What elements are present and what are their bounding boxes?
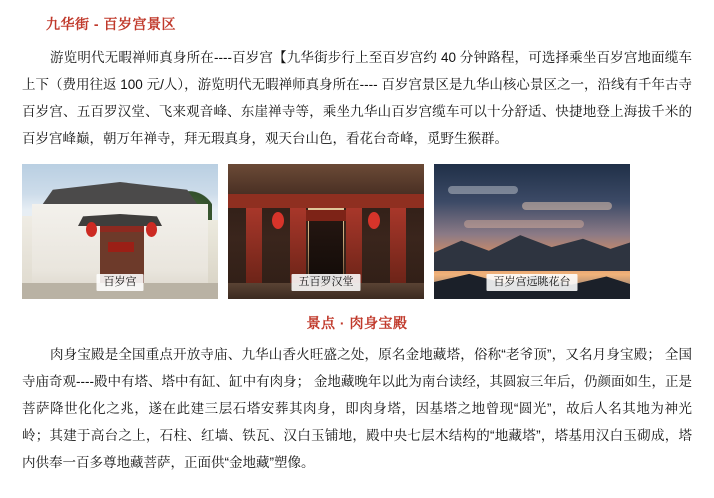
cloud [464,220,584,228]
page-title: 九华街 - 百岁宫景区 [46,16,176,32]
pillar [346,208,362,283]
paragraph-roushen-hall: 肉身宝殿是全国重点开放寺庙、九华山香火旺盛之处，原名金地藏塔，俗称“老爷顶”，又名月身宝殿； 全国寺庙奇观----殿中有塔、塔中有缸、缸中有肉身； 金地藏晚年以此为南台读经，其圆寂三年后，仍颜面如生，正是菩萨降世化化之兆，遂在此建三层石塔安葬其肉身，即肉身塔，因基塔之地曾现“圆光”，故后人名其地为神光岭；其建于高台之上，石柱、红墙、铁瓦、汉白玉铺地，殿中央七层木结构的“地藏塔”，塔基用汉白玉砌成，塔内供奉一百多尊地藏菩萨，正面供“金地藏”塑像。 [22,347,692,470]
pillar [246,208,262,283]
pillar [290,208,306,283]
lantern-icon [146,222,157,237]
pillar [390,208,406,283]
roof-beam [228,164,424,194]
door-plaque [108,242,134,252]
photo-baisuigong[interactable] [22,164,218,299]
lantern-icon [368,212,380,229]
paragraph-jiuhua-street: 游览明代无暇禅师真身所在----百岁宫【九华街步行上至百岁宫约 40 分钟路程，可选择乘坐百岁宫地面缆车上下（费用往返 100 元/人），游览明代无暇禅师真身所在---- 百岁宫景区是九华山核心景区之一，沿线有千年古寺百岁宫、五百罗汉堂、飞来观音峰、东崖禅寺等，乘坐九华山百岁宫缆车可以十分舒适、快捷地登上海拔千米的百岁宫峰巅，朝万年禅寺，拜无瑕真身，观天台山色，看花台奇峰，觅野生猴群。 [22,50,692,146]
lantern-icon [272,212,284,229]
mountain-ridge-far [434,225,630,271]
lantern-icon [86,222,97,237]
image-gallery [22,164,692,299]
photo-wubailuohantang[interactable] [228,164,424,299]
hall-plaque [302,210,350,221]
photo-caption: 五百罗汉堂 [292,274,361,291]
red-beam [228,194,424,208]
section-heading-roushen-hall: 景点 · 肉身宝殿 [306,315,408,331]
photo-caption: 百岁宫 [97,274,144,291]
photo-baisuigong-huatai[interactable] [434,164,630,299]
photo-caption: 百岁宫远眺花台 [487,274,578,291]
cloud [448,186,518,194]
cloud [522,202,612,210]
